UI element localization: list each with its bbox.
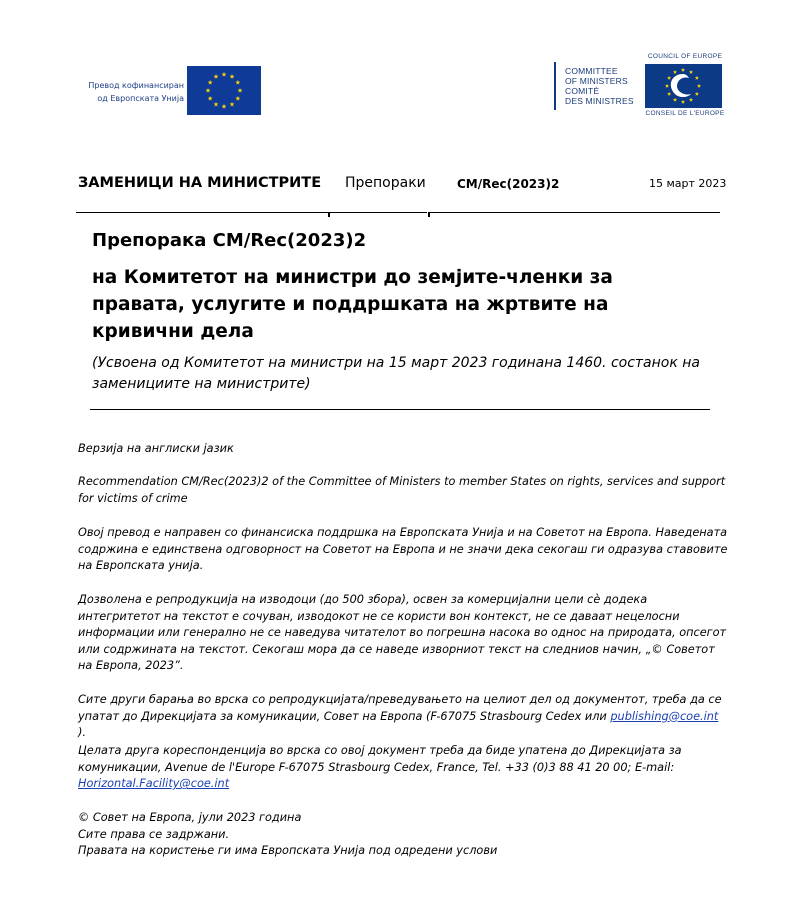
coe-name-en: COUNCIL OF EUROPE	[647, 53, 723, 60]
coe-name-fr: CONSEIL DE L'EUROPE	[645, 110, 725, 117]
version-note: Верзија на англиски јазик	[78, 442, 234, 455]
reproduction-paragraph: Дозволена е репродукција на изводоци (до 500 збора), освен за комерцијални цели сè додека интегритетот на текстот е сочуван, изводокот не се користи вон контекст, не се даваат нецелосни информации или генерално не се наведува читателот во погрешна насока во однос на природата, опсегот или содржината на текстот. Секогаш мора да се наведе изворниот текст на следниов начин, „© Советот на Европа, 2023”.	[78, 593, 727, 673]
eu-flag-icon	[187, 66, 261, 115]
copyright-line: © Совет на Европа, јули 2023 година	[78, 811, 302, 824]
recommendation-title: Препорака CM/Rec(2023)2	[92, 230, 367, 251]
correspondence-text: Целата друга кореспонденција во врска со овој документ треба да биде упатена до Дирекцијата за комуникации, Avenue de l'Europe F-67075 Strasbourg Cedex, France, Tel. +33 (0)3 88 41 20 00; E-mail:	[78, 744, 682, 774]
category-label: Препораки	[345, 175, 426, 191]
usage-line: Правата на користење ги има Европската Унија под одредени услови	[78, 844, 498, 858]
document-date: 15 март 2023	[649, 177, 727, 190]
rights-line: Сите права се задржани.	[78, 827, 230, 841]
committee-line: COMITÉ	[565, 86, 600, 96]
committee-of-ministers-text	[565, 66, 634, 106]
recommendation-subtitle: на Комитетот на министри до земјите-членки за правата, услугите и поддршката на жртвите на кривични дела	[92, 267, 613, 342]
heading-rule	[90, 409, 710, 410]
title-rule-tick	[428, 212, 430, 217]
requests-paragraph	[78, 692, 728, 742]
requests-text: Сите други барања во врска со репродукцијата/преведувањето на целиот дел од документот, треба да се упатат до Дирекцијата за комуникации, Совет на Европа (F-67075 Strasbourg Cedex или	[78, 693, 722, 723]
adoption-note: (Усвоена од Комитетот на министри на 15 март 2023 годинана 1460. состанок на заменициите на министрите)	[92, 355, 700, 392]
cofinanced-text	[76, 79, 184, 105]
committee-line: DES MINISTRES	[565, 96, 634, 106]
requests-end: ).	[78, 726, 86, 740]
disclaimer-paragraph: Овој превод е направен со финансиска поддршка на Европската Унија и на Советот на Европа. Наведената содржина е единствена одговорност на Советот на Европа и не значи дека секогаш ги одразува ставовите на Европската унија.	[78, 526, 728, 573]
deputies-label: ЗАМЕНИЦИ НА МИНИСТРИТЕ	[78, 175, 322, 191]
publishing-email-link[interactable]: publishing@coe.int	[610, 709, 719, 723]
cofinanced-line-1: Превод кофинансиран	[88, 81, 184, 90]
committee-divider	[554, 62, 556, 110]
title-rule	[76, 212, 328, 213]
cofinanced-line-2: од Европската Унија	[97, 94, 184, 103]
title-rule	[330, 212, 427, 213]
document-code: CM/Rec(2023)2	[457, 177, 560, 191]
english-title: Recommendation CM/Rec(2023)2 of the Committee of Ministers to member States on rights, services and support for victims of crime	[78, 475, 726, 505]
title-rule-tick	[328, 212, 330, 217]
committee-line: OF MINISTERS	[565, 76, 628, 86]
coe-logo-icon	[645, 64, 722, 108]
facility-email-link[interactable]: Horizontal.Facility@coe.int	[78, 777, 230, 791]
title-rule	[430, 212, 720, 213]
correspondence-paragraph	[78, 743, 728, 793]
copyright-block	[78, 810, 728, 860]
committee-line: COMMITTEE	[565, 66, 618, 76]
